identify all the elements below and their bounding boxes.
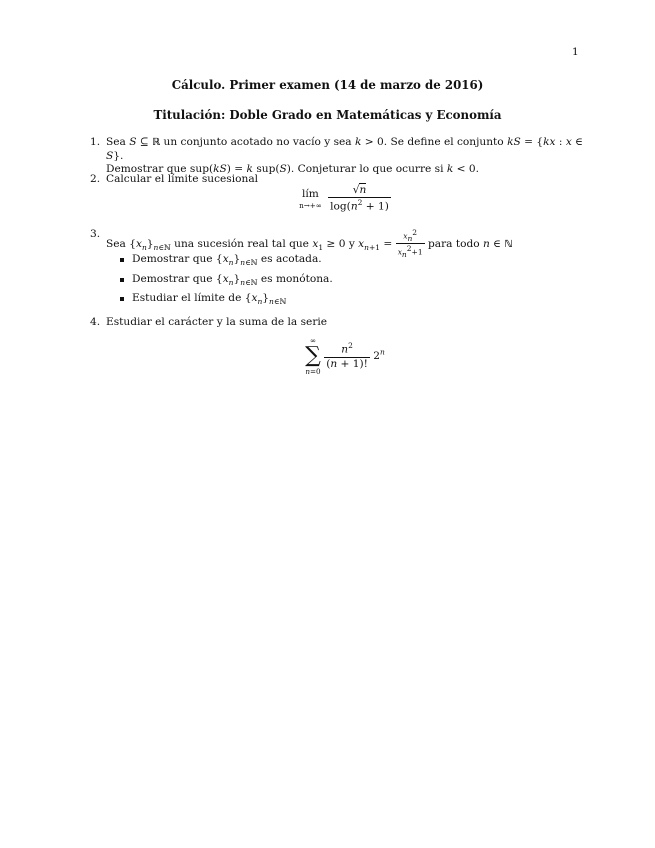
problem-text: Sea S ⊆ ℝ un conjunto acotado no vacío y sea k > 0. Se define el conjunto kS = {kx : x ∈ S}. Demostrar que sup(kS) = k sup(S). Conjeturar lo que ocurre si k < 0. [106, 136, 584, 175]
bullet-icon [120, 297, 124, 301]
bullet-icon [120, 258, 124, 262]
item-text: Demostrar que $\{x_n\}_{n\in ℕ}$ es monótona. [132, 273, 333, 288]
item-text: Estudiar el límite de $\{x_n\}_{n\in ℕ}$ [132, 292, 287, 307]
exam-subtitle: Titulación: Doble Grado en Matemáticas y Economía [153, 108, 502, 122]
problem-text: Calcular el límite sucesional [106, 173, 259, 185]
problem-text: Estudiar el carácter y la suma de la serie [106, 316, 328, 328]
problem-number: 3. [90, 228, 101, 240]
page-number: 1 [572, 46, 579, 58]
exam-title: Cálculo. Primer examen (14 de marzo de 2016) [171, 78, 484, 92]
problem-number: 4. [90, 316, 101, 328]
problem-number: 1. [90, 136, 101, 148]
item-text: Demostrar que $\{x_n\}_{n\in ℕ}$ es acotada. [132, 253, 322, 268]
limit-formula: lím n→+∞ $\frac{√n}{\log(n^2 + 1)}$ [299, 184, 389, 213]
bullet-icon [120, 278, 124, 282]
series-formula: ∞ ∑ n=0 $\frac{n^2}{(n + 1)!}$ 2$^n$ [305, 336, 385, 376]
problem-text: Sea $\{x_n\}_{n\in ℕ}$ una sucesión real tal que $x_1 \ge 0$ y $x_{n+1}$ = $\frac{x_n^2}{x_n^2+1}$ para todo n ∈ ℕ [106, 228, 513, 260]
problem-number: 2. [90, 173, 101, 185]
